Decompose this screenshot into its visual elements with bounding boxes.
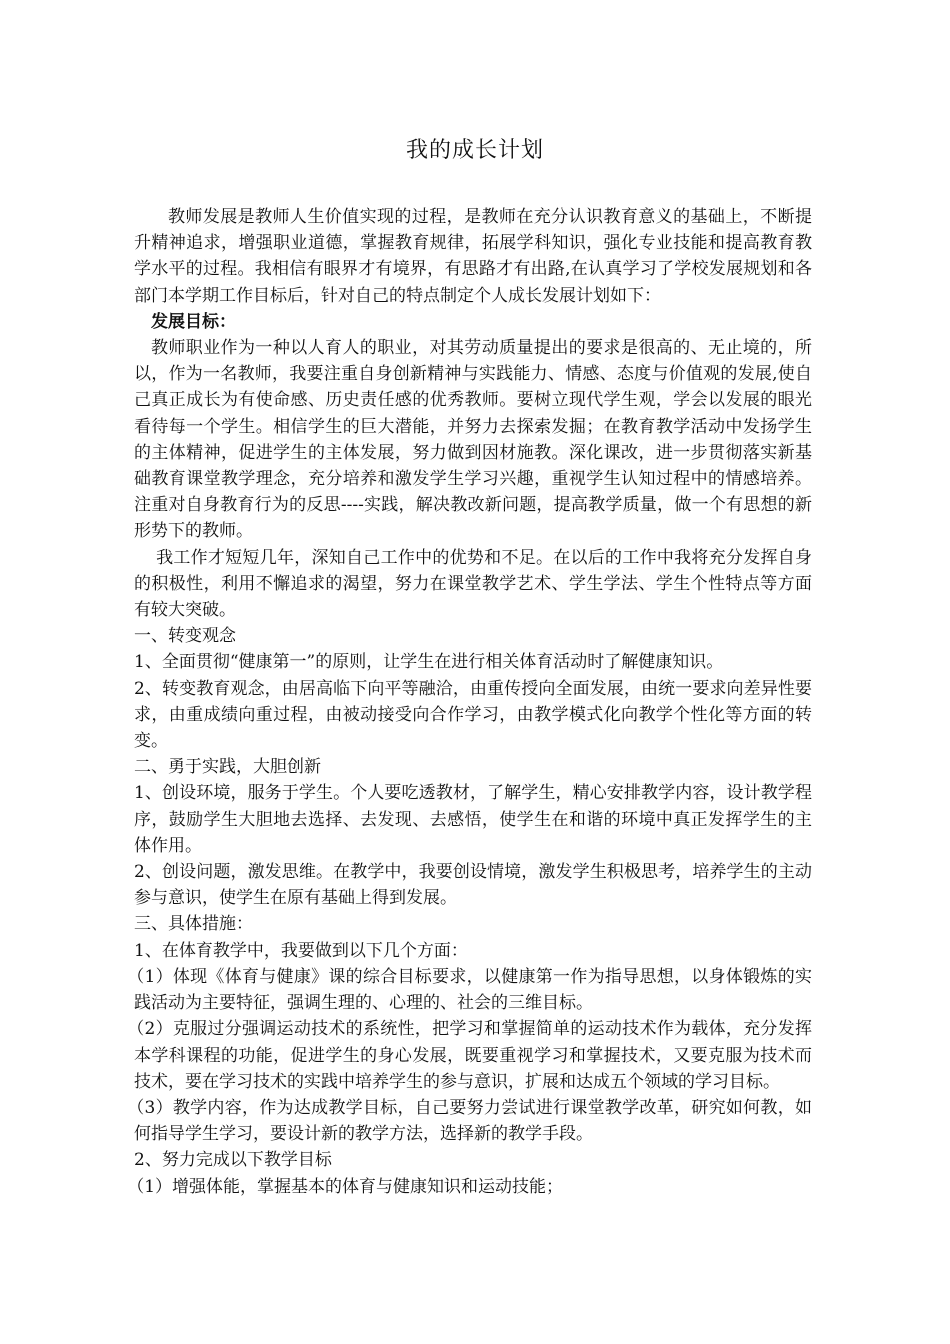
paragraph: （1）增强体能，掌握基本的体育与健康知识和运动技能； xyxy=(127,1176,564,1197)
paragraph: 我工作才短短几年，深知自己工作中的优势和不足。在以后的工作中我将充分发挥自身的积极性，利用不懈追求的渴望，努力在课堂教学艺术、学生学法、学生个性特点等方面有较大突破。 xyxy=(134,547,812,621)
paragraph: 1、全面贯彻“健康第一”的原则，让学生在进行相关体育活动时了解健康知识。 xyxy=(134,652,724,673)
paragraph: 一、转变观念 xyxy=(134,626,236,647)
paragraph: 2、转变教育观念，由居高临下向平等融洽，由重传授向全面发展，由统一要求向差异性要求，由重成绩向重过程，由被动接受向合作学习，由教学模式化向教学个性化等方面的转变。 xyxy=(134,678,812,752)
paragraph: 2、努力完成以下教学目标 xyxy=(134,1150,332,1171)
paragraph: 教师职业作为一种以人育人的职业，对其劳动质量提出的要求是很高的、无止境的，所以，作为一名教师，我要注重自身创新精神与实践能力、情感、态度与价值观的发展,使自己真正成长为有使命感、历史责任感的优秀教师。要树立现代学生观，学会以发展的眼光看待每一个学生。相信学生的巨大潜能，并努力去探索发掘；在教育教学活动中发扬学生的主体精神，促进学生的主体发展，努力做到因材施教。深化课改，进一步贯彻落实新基础教育课堂教学理念，充分培养和激发学生学习兴趣，重视学生认知过程中的情感培养。注重对自身教育行为的反思----实践，解决教改新问题，提高教学质量，做一个有思想的新形势下的教师。 xyxy=(134,338,812,542)
document-body xyxy=(127,204,812,1200)
paragraph: 教师发展是教师人生价值实现的过程，是教师在充分认识教育意义的基础上，不断提升精神追求，增强职业道德，掌握教育规律，拓展学科知识，强化专业技能和提高教育教学水平的过程。我相信有眼界才有境界，有思路才有出路,在认真学习了学校发展规划和各部门本学期工作目标后，针对自己的特点制定个人成长发展计划如下： xyxy=(134,207,812,306)
paragraph: 1、创设环境，服务于学生。个人要吃透教材，了解学生，精心安排教学内容，设计教学程序，鼓励学生大胆地去选择、去发现、去感悟，使学生在和谐的环境中真正发挥学生的主体作用。 xyxy=(134,783,812,856)
paragraph: 1、在体育教学中，我要做到以下几个方面： xyxy=(134,940,468,961)
paragraph: （3）教学内容，作为达成教学目标，自己要努力尝试进行课堂教学改革，研究如何教，如何指导学生学习，要设计新的教学方法，选择新的教学手段。 xyxy=(127,1097,812,1145)
paragraph: 二、勇于实践，大胆创新 xyxy=(134,757,321,778)
paragraph: （1）体现《体育与健康》课的综合目标要求，以健康第一作为指导思想，以身体锻炼的实践活动为主要特征，强调生理的、心理的、社会的三维目标。 xyxy=(127,966,812,1014)
paragraph: 发展目标： xyxy=(151,311,236,332)
paragraph: 三、具体措施： xyxy=(134,914,253,935)
document-title: 我的成长计划 xyxy=(405,138,544,163)
paragraph: 2、创设问题，激发思维。在教学中，我要创设情境，激发学生积极思考，培养学生的主动参与意识，使学生在原有基础上得到发展。 xyxy=(134,862,812,909)
paragraph: （2）克服过分强调运动技术的系统性，把学习和掌握简单的运动技术作为载体，充分发挥本学科课程的功能，促进学生的身心发展，既要重视学习和掌握技术，又要克服为技术而技术，要在学习技术的实践中培养学生的参与意识，扩展和达成五个领域的学习目标。 xyxy=(127,1019,812,1092)
